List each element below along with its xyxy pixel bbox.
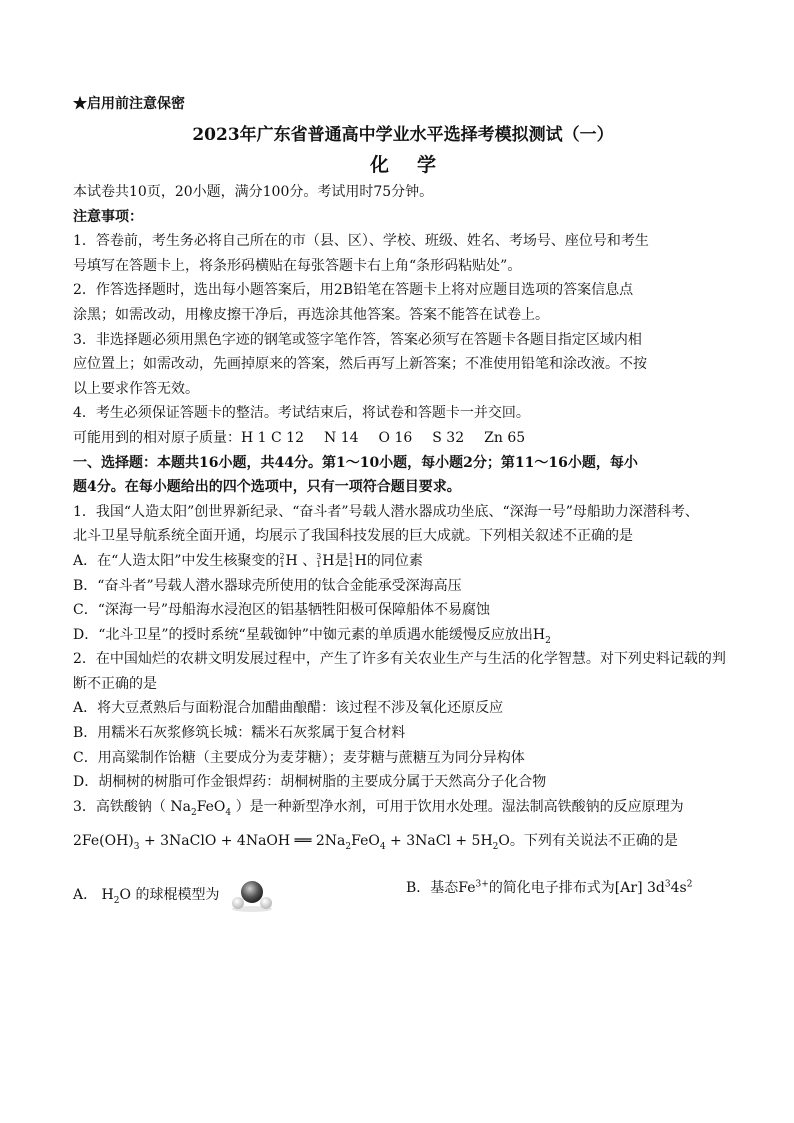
option-b: B．基态$Fe^{3+}$的简化电子排布式为[Ar] $3d^34s^2$ <box>406 879 693 897</box>
subject-title: 化学 <box>369 154 464 176</box>
section-heading: 一、选择题：本题共16小题，共44分。第1～10小题，每小题2分；第11～16小题，每小 <box>73 454 638 471</box>
note-line: 以上要求作答无效。 <box>73 380 199 397</box>
question-stem: 北斗卫星导航系统全面开通，均展示了我国科技发展的巨大成就。下列相关叙述不正确的是 <box>73 528 633 545</box>
isotope-label: 1 1 <box>348 551 354 569</box>
option-b: B．用糯米石灰浆修筑长城：糯米石灰浆属于复合材料 <box>73 725 406 742</box>
question-stem: 1．我国“人造太阳”创世界新纪录、“奋斗者”号载人潜水器成功坐底、“深海一号”母船助力深潜科考、 <box>73 503 699 520</box>
isotope-label: 2 1 <box>279 551 285 569</box>
atomic-mass-item: S 32 <box>432 429 465 446</box>
note-line: 1．答卷前，考生务必将自己所在的市（县、区）、学校、班级、姓名、考场号、座位号和考生 <box>73 233 649 250</box>
atomic-mass-item: N 14 <box>324 429 359 446</box>
question-stem: 断不正确的是 <box>73 675 157 692</box>
option-d: D．胡桐树的树脂可作金银焊药：胡桐树脂的主要成分属于天然高分子化合物 <box>73 774 547 791</box>
note-line: 4．考生必须保证答题卡的整洁。考试结束后，将试卷和答题卡一并交回。 <box>73 405 530 422</box>
option-a: A． $H_2O$ 的球棍模型为 <box>73 877 278 913</box>
option-c: C．用高粱制作饴糖（主要成分为麦芽糖）；麦芽糖与蔗糖互为同分异构体 <box>73 749 525 766</box>
atomic-mass-item: H 1 C 12 <box>241 429 304 446</box>
note-line: 2．作答选择题时，选出每小题答案后，用2B铅笔在答题卡上将对应题目选项的答案信息点 <box>73 282 634 299</box>
atomic-masses <box>73 426 733 451</box>
note-line: 应位置上；如需改动，先画掉原来的答案，然后再写上新答案；不准使用铅笔和涂改液。不按 <box>73 356 647 373</box>
water-ball-stick-model-icon <box>226 877 278 913</box>
equation-text: $2Fe(OH)_3$ + 3NaClO + 4NaOH ══ $2Na_2FeO_4$ + 3NaCl + $5H_2O$ <box>73 833 510 853</box>
atomic-mass-item: O 16 <box>378 429 413 446</box>
question-1 <box>73 500 733 648</box>
question-3 <box>73 795 733 914</box>
exam-page <box>73 92 733 913</box>
note-line: 3．非选择题必须用黑色字迹的钢笔或签字笔作答，答案必须写在答题卡各题目指定区域内相 <box>73 331 642 348</box>
option-c: C．“深海一号”母船海水浸泡区的铝基牺牲阳极可保障船体不易腐蚀 <box>73 602 491 619</box>
option-b: B．“奋斗者”号载人潜水器球壳所使用的钛合金能承受深海高压 <box>73 577 462 594</box>
isotope-label: 3 1 <box>316 551 322 569</box>
confidential-notice: ★启用前注意保密 <box>73 96 185 112</box>
notes-title: 注意事项： <box>73 208 143 225</box>
question-stem: 3．高铁酸钠（ $Na_2FeO_4$ ）是一种新型净水剂，可用于饮用水处理。湿法制高铁酸钠的反应原理为 <box>73 798 684 818</box>
atomic-mass-item: Zn 65 <box>484 429 526 446</box>
option-a: A．将大豆煮熟后与面粉混合加醋曲酿醋：该过程不涉及氧化还原反应 <box>73 700 504 717</box>
intro-line: 本试卷共10页，20小题，满分100分。考试用时75分钟。 <box>73 184 434 200</box>
reaction-equation: $2Fe(OH)_3$ + 3NaClO + 4NaOH ══ $2Na_2FeO_4$ + 3NaCl + $5H_2O$。下列有关说法不正确的是 <box>73 833 678 853</box>
question-2 <box>73 647 733 795</box>
question-stem: 2．在中国灿烂的农耕文明发展过程中，产生了许多有关农业生产与生活的化学智慧。对下列史料记载的判 <box>73 651 726 668</box>
atomic-masses-label: 可能用到的相对原子质量： <box>73 429 241 446</box>
options-row <box>73 863 733 913</box>
option-d: D．“北斗卫星”的授时系统“星载铷钟”中铷元素的单质遇水能缓慢反应放出$H_2$ <box>73 626 551 646</box>
option-a: A．在“人造太阳”中发生核聚变的 2 1 H 、 3 1 H是 1 1 H的同位素 <box>73 551 423 569</box>
notes-block <box>73 229 733 426</box>
note-line: 号填写在答题卡上，将条形码横贴在每张答题卡右上角“条形码粘贴处”。 <box>73 257 522 274</box>
exam-title: 2023年广东省普通高中学业水平选择考模拟测试（一） <box>192 125 614 145</box>
section-heading: 题4分。在每小题给出的四个选项中，只有一项符合题目要求。 <box>73 479 461 496</box>
note-line: 涂黑；如需改动，用橡皮擦干净后，再选涂其他答案。答案不能答在试卷上。 <box>73 306 549 323</box>
